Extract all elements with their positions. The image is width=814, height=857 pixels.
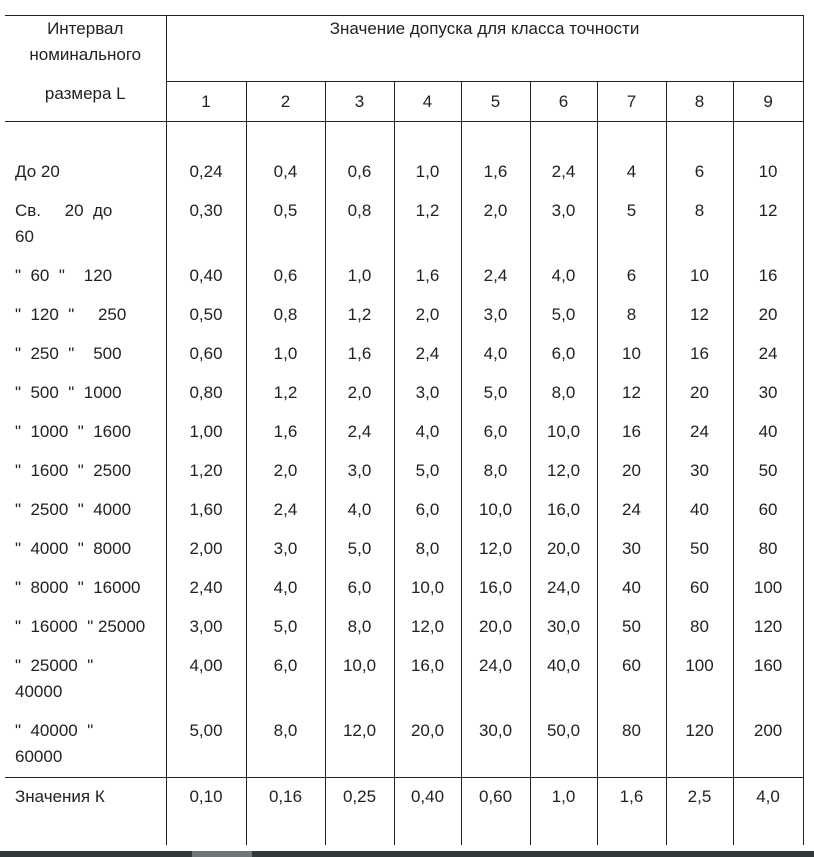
table-row	[5, 647, 803, 712]
tolerance-value-class-7: 50	[597, 608, 666, 647]
interval-header-line-1: Интервал	[47, 19, 124, 38]
size-interval-label: " 16000 " 25000	[5, 608, 166, 647]
size-interval-label: До 20	[5, 153, 166, 192]
tolerance-value-class-9: 80	[733, 530, 803, 569]
tolerance-value-class-3: 5,0	[325, 530, 394, 569]
interval-header-line-3: размера L	[44, 84, 126, 103]
tolerance-value-class-9: 60	[733, 491, 803, 530]
tolerance-value-class-1: 0,80	[166, 374, 246, 413]
table-body	[5, 122, 803, 778]
tolerance-value-class-1: 0,24	[166, 153, 246, 192]
tolerance-value-class-5: 5,0	[461, 374, 530, 413]
tolerance-value-class-7: 20	[597, 452, 666, 491]
tolerance-value-class-3: 1,0	[325, 257, 394, 296]
tolerance-value-class-7: 6	[597, 257, 666, 296]
tolerance-value-class-4: 4,0	[394, 413, 461, 452]
tolerance-value-class-3: 2,0	[325, 374, 394, 413]
k-values-row	[5, 778, 803, 846]
tolerance-value-class-9: 16	[733, 257, 803, 296]
tolerance-value-class-1: 1,00	[166, 413, 246, 452]
tolerance-value-class-8: 10	[666, 257, 733, 296]
accuracy-class-5: 5	[461, 82, 530, 122]
tolerance-value-class-2: 0,4	[246, 153, 325, 192]
tolerance-value-class-3: 3,0	[325, 452, 394, 491]
tolerance-value-class-2: 2,4	[246, 491, 325, 530]
tolerance-value-class-2: 0,6	[246, 257, 325, 296]
tolerance-value-class-2: 2,0	[246, 452, 325, 491]
table-row	[5, 192, 803, 257]
tolerance-value-class-7: 24	[597, 491, 666, 530]
tolerance-value-class-2: 3,0	[246, 530, 325, 569]
tolerance-value-class-4: 8,0	[394, 530, 461, 569]
tolerance-value-class-8: 24	[666, 413, 733, 452]
tolerance-value-class-8: 12	[666, 296, 733, 335]
accuracy-class-3: 3	[325, 82, 394, 122]
tolerance-value-class-6: 30,0	[530, 608, 597, 647]
tolerance-value-class-4: 3,0	[394, 374, 461, 413]
tolerance-value-class-8: 30	[666, 452, 733, 491]
tolerance-value-class-1: 0,60	[166, 335, 246, 374]
tolerance-value-class-5: 6,0	[461, 413, 530, 452]
tolerance-value-class-1: 1,60	[166, 491, 246, 530]
tolerance-value-class-3: 10,0	[325, 647, 394, 712]
k-value-class-5: 0,60	[461, 778, 530, 846]
tolerance-value-class-8: 6	[666, 153, 733, 192]
tolerance-value-class-2: 0,8	[246, 296, 325, 335]
tolerance-value-class-7: 5	[597, 192, 666, 257]
tolerance-value-class-9: 12	[733, 192, 803, 257]
tolerance-value-class-7: 12	[597, 374, 666, 413]
tolerance-value-class-9: 100	[733, 569, 803, 608]
tolerance-value-class-6: 24,0	[530, 569, 597, 608]
tolerance-value-class-2: 5,0	[246, 608, 325, 647]
tolerance-value-class-9: 50	[733, 452, 803, 491]
tolerance-value-class-1: 1,20	[166, 452, 246, 491]
table-row	[5, 374, 803, 413]
tolerance-value-class-5: 12,0	[461, 530, 530, 569]
tolerance-value-class-6: 5,0	[530, 296, 597, 335]
k-value-class-7: 1,6	[597, 778, 666, 846]
table-row	[5, 569, 803, 608]
table-row	[5, 257, 803, 296]
tolerance-value-class-2: 4,0	[246, 569, 325, 608]
tolerance-value-class-5: 24,0	[461, 647, 530, 712]
tolerance-value-class-6: 20,0	[530, 530, 597, 569]
tolerance-value-class-9: 24	[733, 335, 803, 374]
accuracy-class-1: 1	[166, 82, 246, 122]
tolerance-value-class-2: 1,2	[246, 374, 325, 413]
tolerance-value-class-2: 6,0	[246, 647, 325, 712]
tolerance-value-class-3: 1,2	[325, 296, 394, 335]
size-interval-label: " 1600 " 2500	[5, 452, 166, 491]
tolerance-value-class-8: 8	[666, 192, 733, 257]
tolerance-value-class-5: 20,0	[461, 608, 530, 647]
size-interval-label: " 1000 " 1600	[5, 413, 166, 452]
tolerance-value-class-2: 1,0	[246, 335, 325, 374]
bottom-bar	[0, 851, 814, 857]
tolerance-value-class-4: 2,0	[394, 296, 461, 335]
tolerance-value-class-4: 20,0	[394, 712, 461, 778]
size-interval-label: " 25000 " 40000	[5, 647, 166, 712]
table-row	[5, 153, 803, 192]
k-value-class-4: 0,40	[394, 778, 461, 846]
tolerance-value-class-1: 5,00	[166, 712, 246, 778]
tolerance-value-class-8: 100	[666, 647, 733, 712]
tolerance-value-class-6: 40,0	[530, 647, 597, 712]
tolerance-value-class-9: 30	[733, 374, 803, 413]
tolerance-value-class-4: 1,0	[394, 153, 461, 192]
tolerance-value-class-2: 1,6	[246, 413, 325, 452]
table-row	[5, 335, 803, 374]
table-row	[5, 296, 803, 335]
accuracy-class-4: 4	[394, 82, 461, 122]
tolerance-value-class-9: 10	[733, 153, 803, 192]
k-value-class-8: 2,5	[666, 778, 733, 846]
interval-header	[5, 16, 166, 122]
tolerance-value-class-1: 2,00	[166, 530, 246, 569]
table-row	[5, 608, 803, 647]
tolerance-value-class-3: 1,6	[325, 335, 394, 374]
tolerance-value-class-9: 40	[733, 413, 803, 452]
tolerance-value-class-3: 12,0	[325, 712, 394, 778]
tolerance-value-class-5: 2,4	[461, 257, 530, 296]
tolerance-value-class-5: 8,0	[461, 452, 530, 491]
bottom-bar-highlight	[192, 851, 252, 857]
tolerance-value-class-7: 8	[597, 296, 666, 335]
tolerance-value-class-2: 0,5	[246, 192, 325, 257]
tolerance-value-class-4: 6,0	[394, 491, 461, 530]
tolerance-value-class-2: 8,0	[246, 712, 325, 778]
tolerance-value-class-5: 10,0	[461, 491, 530, 530]
tolerance-value-class-4: 2,4	[394, 335, 461, 374]
tolerance-value-class-3: 6,0	[325, 569, 394, 608]
table-row	[5, 530, 803, 569]
k-value-class-1: 0,10	[166, 778, 246, 846]
size-interval-label: " 500 " 1000	[5, 374, 166, 413]
tolerance-value-class-1: 3,00	[166, 608, 246, 647]
tolerance-value-class-7: 40	[597, 569, 666, 608]
tolerance-value-class-9: 200	[733, 712, 803, 778]
tolerance-value-class-1: 0,50	[166, 296, 246, 335]
tolerance-value-class-4: 12,0	[394, 608, 461, 647]
size-interval-label: " 4000 " 8000	[5, 530, 166, 569]
tolerance-value-class-8: 50	[666, 530, 733, 569]
accuracy-class-6: 6	[530, 82, 597, 122]
tolerance-value-class-4: 1,2	[394, 192, 461, 257]
tolerance-value-class-6: 2,4	[530, 153, 597, 192]
tolerance-value-class-4: 10,0	[394, 569, 461, 608]
k-value-class-9: 4,0	[733, 778, 803, 846]
tolerance-value-class-5: 2,0	[461, 192, 530, 257]
tolerance-value-class-8: 60	[666, 569, 733, 608]
accuracy-class-7: 7	[597, 82, 666, 122]
k-values-label: Значения К	[5, 778, 166, 846]
table-row	[5, 452, 803, 491]
tolerance-value-class-3: 2,4	[325, 413, 394, 452]
table-row	[5, 413, 803, 452]
accuracy-class-2: 2	[246, 82, 325, 122]
tolerance-value-class-8: 80	[666, 608, 733, 647]
tolerance-table	[5, 15, 804, 845]
tolerance-value-class-1: 2,40	[166, 569, 246, 608]
tolerance-value-class-6: 10,0	[530, 413, 597, 452]
size-interval-label: " 40000 " 60000	[5, 712, 166, 778]
size-interval-label: " 120 " 250	[5, 296, 166, 335]
tolerance-value-class-1: 0,40	[166, 257, 246, 296]
tolerance-value-class-3: 4,0	[325, 491, 394, 530]
tolerance-value-class-7: 10	[597, 335, 666, 374]
tolerance-value-class-6: 3,0	[530, 192, 597, 257]
tolerance-value-class-4: 1,6	[394, 257, 461, 296]
tolerance-value-class-8: 16	[666, 335, 733, 374]
tolerance-value-class-7: 16	[597, 413, 666, 452]
tolerance-value-class-1: 0,30	[166, 192, 246, 257]
accuracy-class-9: 9	[733, 82, 803, 122]
tolerance-value-class-8: 40	[666, 491, 733, 530]
tolerance-value-class-5: 16,0	[461, 569, 530, 608]
tolerance-value-class-5: 4,0	[461, 335, 530, 374]
tolerance-value-class-7: 30	[597, 530, 666, 569]
table-row	[5, 712, 803, 778]
tolerance-value-class-3: 0,8	[325, 192, 394, 257]
tolerance-value-class-6: 6,0	[530, 335, 597, 374]
tolerance-value-class-7: 60	[597, 647, 666, 712]
tolerance-value-class-9: 20	[733, 296, 803, 335]
tolerance-value-class-6: 16,0	[530, 491, 597, 530]
size-interval-label: " 250 " 500	[5, 335, 166, 374]
tolerance-value-class-7: 4	[597, 153, 666, 192]
tolerance-value-class-4: 5,0	[394, 452, 461, 491]
tolerance-value-class-6: 4,0	[530, 257, 597, 296]
size-interval-label: Св. 20 до 60	[5, 192, 166, 257]
tolerance-value-class-6: 50,0	[530, 712, 597, 778]
tolerance-value-class-8: 20	[666, 374, 733, 413]
tolerance-value-class-4: 16,0	[394, 647, 461, 712]
k-value-class-6: 1,0	[530, 778, 597, 846]
k-value-class-3: 0,25	[325, 778, 394, 846]
k-value-class-2: 0,16	[246, 778, 325, 846]
tolerance-value-class-9: 120	[733, 608, 803, 647]
tolerance-value-class-6: 8,0	[530, 374, 597, 413]
tolerance-value-class-5: 3,0	[461, 296, 530, 335]
size-interval-label: " 8000 " 16000	[5, 569, 166, 608]
spacer-row	[5, 122, 803, 154]
accuracy-class-8: 8	[666, 82, 733, 122]
tolerance-value-class-1: 4,00	[166, 647, 246, 712]
tolerance-value-class-6: 12,0	[530, 452, 597, 491]
tolerance-value-class-5: 30,0	[461, 712, 530, 778]
tolerance-value-class-7: 80	[597, 712, 666, 778]
tolerance-value-class-5: 1,6	[461, 153, 530, 192]
interval-header-line-2: номинального	[29, 45, 142, 64]
tolerance-value-class-8: 120	[666, 712, 733, 778]
size-interval-label: " 2500 " 4000	[5, 491, 166, 530]
tolerance-title-header: Значение допуска для класса точности	[166, 16, 803, 82]
size-interval-label: " 60 " 120	[5, 257, 166, 296]
tolerance-value-class-3: 0,6	[325, 153, 394, 192]
table-row	[5, 491, 803, 530]
tolerance-value-class-9: 160	[733, 647, 803, 712]
tolerance-value-class-3: 8,0	[325, 608, 394, 647]
